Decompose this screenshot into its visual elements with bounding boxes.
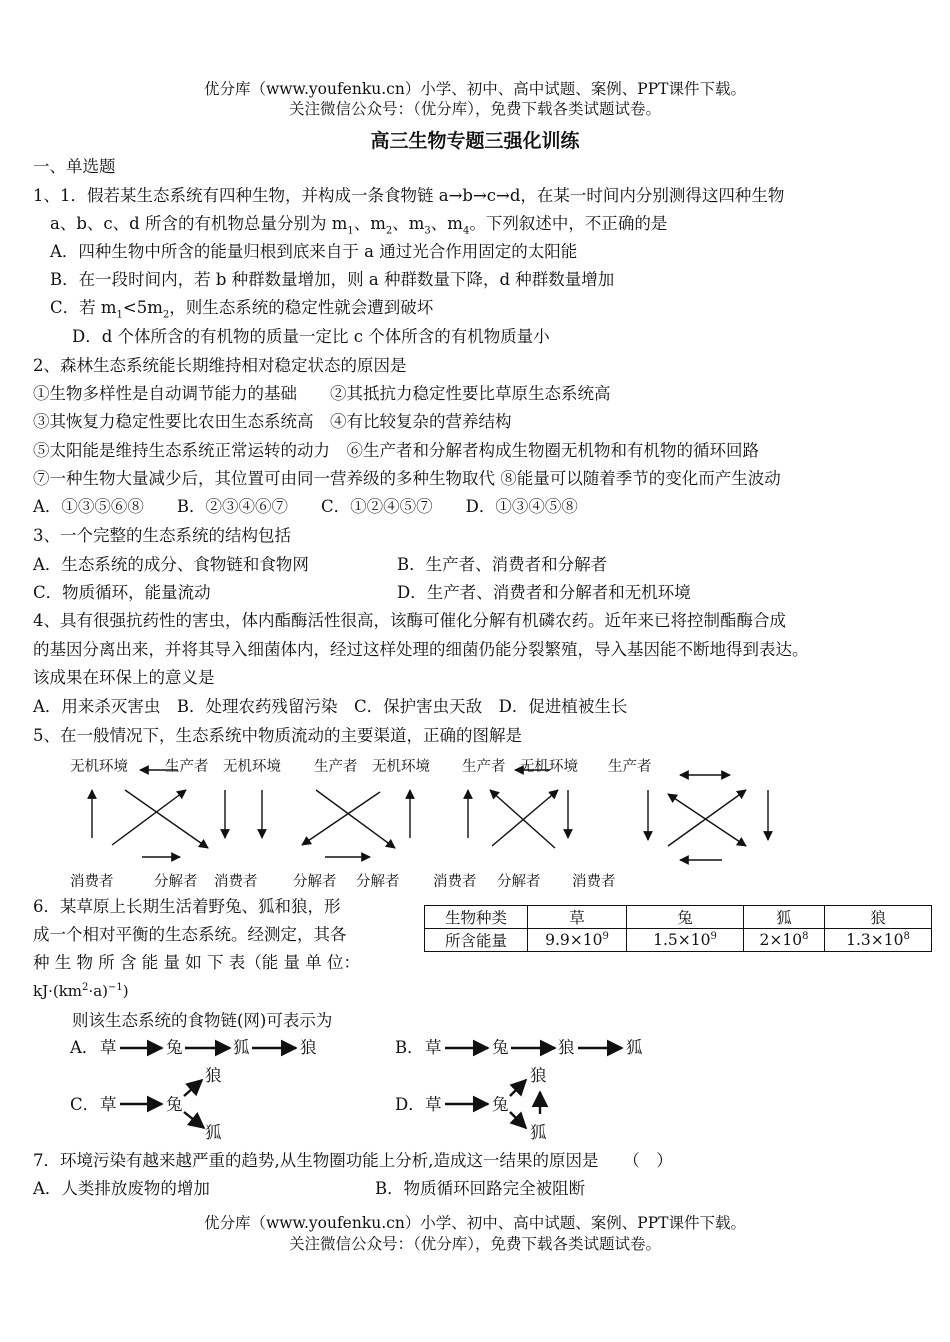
footer-line-1: 优分库（www.youfenku.cn）小学、初中、高中试题、案例、PPT课件下载。: [203, 1214, 747, 1232]
q6-option-c-wolf: 狼: [205, 1066, 222, 1085]
table-header-cell: 狼: [825, 906, 932, 929]
q6-option-b-wolf: 狼: [558, 1038, 575, 1057]
q6-unit: $kJ\cdot(km^2\cdot a)^{-1}$): [33, 982, 129, 1000]
q6-option-c-grass: 草: [100, 1095, 117, 1114]
q6-option-d-rabbit: 兔: [492, 1095, 509, 1114]
q7-stem: 7．环境污染有越来越严重的趋势,从生物圈功能上分析,造成这一结果的原因是 （ ）: [33, 1151, 673, 1170]
q6-option-d-grass: 草: [425, 1095, 442, 1114]
q5-diagram-c: [468, 770, 568, 848]
table-row: [425, 929, 932, 952]
table-cell: $1.5\times 10^9$: [627, 929, 744, 952]
q5-label-bottom: 消费者: [70, 874, 114, 890]
footer-line-2: 关注微信公众号：（优分库），免费下载各类试题试卷。: [288, 1235, 661, 1253]
table-header-cell: 生物种类: [425, 906, 528, 929]
q6-option-a-grass: 草: [100, 1038, 117, 1057]
q1-stem-line-2: a、b、c、d 所含的有机物总量分别为 $m_1$、$m_2$、$m_3$、$m_4$。下列叙述中，不正确的是: [50, 214, 668, 237]
q6-option-d-fox: 狐: [530, 1123, 547, 1142]
q3-stem: 3、一个完整的生态系统的结构包括: [33, 526, 291, 545]
q7-option-b: B．物质循环回路完全被阻断: [375, 1179, 586, 1198]
q6-option-a-wolf: 狼: [300, 1038, 317, 1057]
page-title: 高三生物专题三强化训练: [370, 130, 580, 152]
header-line-1: 优分库（www.youfenku.cn）小学、初中、高中试题、案例、PPT课件下载。: [203, 80, 747, 98]
q1-stem-line-1: 1、1．假若某生态系统有四种生物，并构成一条食物链 a→b→c→d，在某一时间内分别测得这四种生物: [33, 186, 785, 205]
q6-option-b-fox: 狐: [626, 1038, 643, 1057]
q1-option-d: D．d 个体所含的有机物的质量一定比 c 个体所含的有机物质量小: [72, 327, 550, 346]
q2-statement-line-3: ⑤太阳能是维持生态系统正常运转的动力 ⑥生产者和分解者构成生物圈无机物和有机物的循环回路: [33, 441, 759, 460]
q6-option-c-letter: C．: [70, 1095, 100, 1114]
q5-label-bottom: 分解者: [293, 874, 337, 890]
table-header-cell: 草: [528, 906, 627, 929]
q5-label-top: 无机环境: [372, 759, 430, 775]
q6-stem-line-3: 种 生 物 所 含 能 量 如 下 表（能 量 单 位：: [33, 953, 360, 972]
table-header-cell: 兔: [627, 906, 744, 929]
q5-label-top: 无机环境: [520, 759, 578, 775]
section-heading: 一、单选题: [33, 157, 116, 176]
q5-label-bottom: 分解者: [154, 874, 198, 890]
q5-label-bottom: 分解者: [356, 874, 400, 890]
q3-option-a: A．生态系统的成分、食物链和食物网: [33, 555, 309, 574]
q5-label-top: 无机环境: [223, 759, 281, 775]
q4-options: A．用来杀灭害虫 B．处理农药残留污染 C．保护害虫天敌 D．促进植被生长: [33, 697, 628, 716]
q5-label-bottom: 消费者: [433, 874, 477, 890]
q5-label-top: 生产者: [462, 759, 506, 775]
q5-label-bottom: 消费者: [572, 874, 616, 890]
q3-option-c: C．物质循环，能量流动: [33, 583, 211, 602]
q5-diagram-d: [648, 775, 768, 860]
q2-statement-line-1: ①生物多样性是自动调节能力的基础 ②其抵抗力稳定性要比草原生态系统高: [33, 384, 611, 403]
q2-statement-line-4: ⑦一种生物大量减少后，其位置可由同一营养级的多种生物取代 ⑧能量可以随着季节的变化而产生波动: [33, 469, 781, 488]
q5-label-top: 生产者: [314, 759, 358, 775]
q2-statement-line-2: ③其恢复力稳定性要比农田生态系统高 ④有比较复杂的营养结构: [33, 412, 512, 431]
q5-label-bottom: 消费者: [214, 874, 258, 890]
q6-option-c-arrows: [120, 1080, 204, 1128]
q6-stem-line-1: 6．某草原上长期生活着野兔、狐和狼，形: [33, 897, 341, 916]
q6-prompt: 则该生态系统的食物链(网)可表示为: [72, 1011, 333, 1030]
q6-energy-table: [424, 905, 932, 952]
q5-stem: 5、在一般情况下，生态系统中物质流动的主要渠道，正确的图解是: [33, 726, 522, 745]
table-cell: $1.3\times 10^8$: [825, 929, 932, 952]
q6-option-b-grass: 草: [425, 1038, 442, 1057]
q5-diagram-b: [262, 790, 410, 857]
q4-stem-line-2: 的基因分离出来，并将其导入细菌体内，经过这样处理的细菌仍能分裂繁殖，导入基因能不断地得到表达。: [33, 640, 809, 659]
q5-diagram-a: [92, 770, 225, 857]
q1-option-c: C．若 $m_1<5m_2$，则生态系统的稳定性就会遭到破坏: [50, 298, 434, 321]
q6-option-a-rabbit: 兔: [166, 1038, 183, 1057]
q5-label-top: 无机环境: [70, 759, 128, 775]
q6-option-b-letter: B．: [395, 1038, 424, 1057]
q3-option-b: B．生产者、消费者和分解者: [397, 555, 608, 574]
table-header-cell: 狐: [744, 906, 825, 929]
header-line-2: 关注微信公众号：（优分库），免费下载各类试题试卷。: [288, 100, 661, 118]
q5-label-top: 生产者: [165, 759, 209, 775]
q2-stem: 2、森林生态系统能长期维持相对稳定状态的原因是: [33, 356, 407, 375]
q6-stem-line-2: 成一个相对平衡的生态系统。经测定，其各: [33, 925, 347, 944]
q6-option-b-rabbit: 兔: [492, 1038, 509, 1057]
q4-stem-line-3: 该成果在环保上的意义是: [33, 668, 215, 687]
table-cell: 所含能量: [425, 929, 528, 952]
q6-option-a-fox: 狐: [233, 1038, 250, 1057]
q6-option-c-rabbit: 兔: [166, 1095, 183, 1114]
q6-option-d-wolf: 狼: [530, 1066, 547, 1085]
q6-option-c-fox: 狐: [205, 1123, 222, 1142]
q4-stem-line-1: 4、具有很强抗药性的害虫，体内酯酶活性很高，该酶可催化分解有机磷农药。近年来已将控制酯酶合成: [33, 611, 786, 630]
q5-label-bottom: 分解者: [497, 874, 541, 890]
q7-option-a: A．人类排放废物的增加: [33, 1179, 210, 1198]
q6-option-d-letter: D．: [395, 1095, 425, 1114]
q2-options: A．①③⑤⑥⑧ B．②③④⑥⑦ C．①②④⑤⑦ D．①③④⑤⑧: [33, 497, 578, 516]
q1-option-b: B．在一段时间内，若 b 种群数量增加，则 a 种群数量下降，d 种群数量增加: [50, 270, 615, 289]
q1-option-a: A．四种生物中所含的能量归根到底来自于 a 通过光合作用固定的太阳能: [50, 242, 578, 261]
q5-label-top: 生产者: [608, 759, 652, 775]
table-cell: $9.9\times 10^9$: [528, 929, 627, 952]
table-row: [425, 906, 932, 929]
table-cell: $2\times 10^8$: [744, 929, 825, 952]
q6-option-a-letter: A．: [70, 1038, 99, 1057]
q3-option-d: D．生产者、消费者和分解者和无机环境: [397, 583, 691, 602]
